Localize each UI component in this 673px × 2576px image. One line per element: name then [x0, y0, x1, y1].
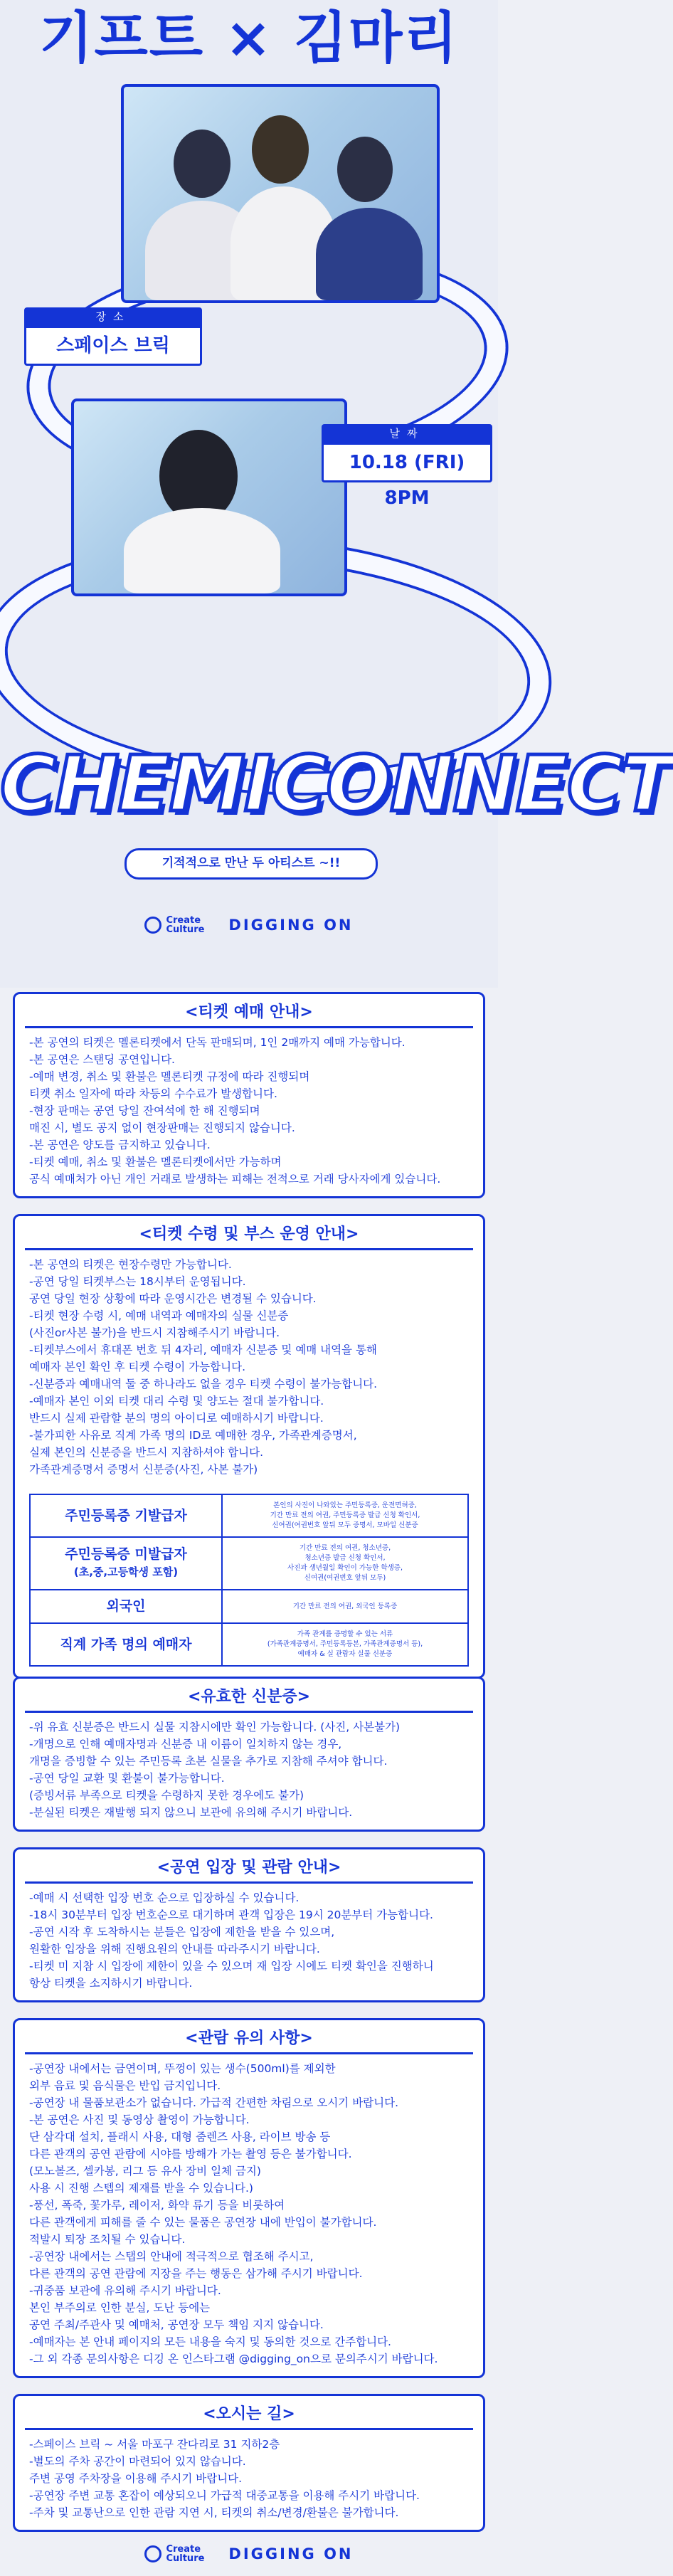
notice-line: -공연장 내에서는 스탭의 안내에 적극적으로 협조해 주시고, — [29, 2250, 314, 2263]
notice-line: (증빙서류 부족으로 티켓을 수령하지 못한 경우에도 불가) — [29, 1789, 304, 1802]
notice-line: -티켓 미 지참 시 입장에 제한이 있을 수 있으며 재 입장 시에도 티켓 확인을 진행하니 — [29, 1960, 434, 1973]
notice-line: -주차 및 교통난으로 인한 관람 지연 시, 티켓의 취소/변경/환불은 불가합니다. — [29, 2506, 399, 2519]
section-lines — [15, 2430, 483, 2530]
caution-section — [13, 2018, 485, 2378]
create-culture-logo — [144, 2545, 204, 2563]
logo-text-line: Culture — [166, 2553, 205, 2564]
id-section — [13, 1677, 485, 1832]
notice-line: 본인 부주의로 인한 분실, 도난 등에는 — [29, 2301, 211, 2314]
notice-line: -그 외 각종 문의사항은 디깅 온 인스타그램 @digging_on으로 문의주시기 바랍니다. — [29, 2353, 438, 2365]
poster-headline: CHEMICONNECT — [0, 740, 673, 829]
id-category — [30, 1537, 222, 1590]
id-category — [30, 1590, 222, 1623]
notice-line: -별도의 주차 공간이 마련되어 있지 않습니다. — [29, 2455, 246, 2468]
notice-line: -예매자는 본 안내 페이지의 모든 내용을 숙지 및 동의한 것으로 간주합니다. — [29, 2335, 391, 2348]
table-row — [30, 1494, 468, 1537]
notice-line: -본 공연의 티켓은 현장수령만 가능합니다. — [29, 1258, 232, 1271]
notice-line: -개명으로 인해 예매자명과 신분증 내 이름이 일치하지 않는 경우, — [29, 1738, 342, 1751]
id-table — [29, 1494, 469, 1667]
notice-line: 항상 티켓을 소지하시기 바랍니다. — [29, 1977, 193, 1990]
notice-line: -스페이스 브릭 ~ 서울 마포구 잔다리로 31 지하2층 — [29, 2438, 280, 2451]
id-description: 기간 만료 전의 여권, 청소년증, 청소년증 발급 신청 확인서, 사진과 생년월일 확인이 가능한 학생증, 신여권(여권번호 앞뒤 모두) — [222, 1537, 468, 1590]
circle-logo-icon — [144, 917, 161, 934]
spacer — [0, 1198, 498, 1214]
notice-line: 예매자 본인 확인 후 티켓 수령이 가능합니다. — [29, 1361, 246, 1373]
directions-section — [13, 2394, 485, 2532]
notice-line: -예매자 본인 이외 티켓 대리 수령 및 양도는 절대 불가합니다. — [29, 1395, 324, 1408]
notice-line: 티켓 취소 일자에 따라 차등의 수수료가 발생합니다. — [29, 1087, 277, 1100]
notice-line: 외부 음료 및 음식물은 반입 금지입니다. — [29, 2079, 221, 2092]
notice-line: -본 공연은 사진 및 동영상 촬영이 가능합니다. — [29, 2113, 250, 2126]
id-category-label: 직계 가족 명의 예매자 — [60, 1636, 192, 1652]
section-lines — [15, 1884, 483, 2000]
table-row — [30, 1623, 468, 1666]
section-lines — [15, 1713, 483, 1830]
notice-line: -예매 시 선택한 입장 번호 순으로 입장하실 수 있습니다. — [29, 1891, 300, 1904]
notice-line: 단 삼각대 설치, 플래시 사용, 대형 줌렌즈 사용, 라이브 방송 등 — [29, 2131, 331, 2143]
notice-line: 실제 본인의 신분증을 반드시 지참하셔야 합니다. — [29, 1446, 264, 1459]
poster-title: 기프트 × 김마리 — [39, 6, 459, 70]
notice-line: -공연 시작 후 도착하시는 분들은 입장에 제한을 받을 수 있으며, — [29, 1926, 335, 1938]
place-label: 장소 — [24, 307, 202, 326]
notice-line: -위 유효 신분증은 반드시 실물 지참시에만 확인 가능합니다. (사진, 사본불가) — [29, 1721, 401, 1733]
notice-line: -본 공연은 양도를 금지하고 있습니다. — [29, 1139, 211, 1151]
notice-line: -공연 당일 티켓부스는 18시부터 운영됩니다. — [29, 1275, 246, 1288]
section-title: <티켓 수령 및 부스 운영 안내> — [139, 1225, 359, 1243]
section-title: <유효한 신분증> — [187, 1688, 311, 1706]
notice-line: -현장 판매는 공연 당일 잔여석에 한 해 진행되며 — [29, 1104, 260, 1117]
booth-section — [13, 1214, 485, 1679]
notice-line: -공연장 주변 교통 혼잡이 예상되오니 가급적 대중교통을 이용해 주시기 바랍니다. — [29, 2489, 420, 2502]
notice-line: -불가피한 사유로 직계 가족 명의 ID로 예매한 경우, 가족관계증명서, — [29, 1429, 357, 1442]
notice-line: 반드시 실제 관람할 분의 명의 아이디로 예매하시기 바랍니다. — [29, 1412, 324, 1425]
notice-line: 공식 예매처가 아닌 개인 거래로 발생하는 피해는 전적으로 거래 당사자에게 있습니다. — [29, 1173, 441, 1186]
digging-on-logo: DIGGING ON — [228, 917, 354, 934]
create-culture-logo — [144, 916, 204, 934]
notice-line: 공연 주최/주관사 및 예매처, 공연장 모두 책임 지지 않습니다. — [29, 2318, 324, 2331]
event-poster — [0, 0, 673, 988]
table-row — [30, 1537, 468, 1590]
section-title: <티켓 예매 안내> — [185, 1003, 313, 1021]
ticket-section — [13, 992, 485, 1198]
id-category-label: 외국인 — [106, 1598, 146, 1614]
table-row — [30, 1590, 468, 1623]
notice-line: -귀중품 보관에 유의해 주시기 바랍니다. — [29, 2284, 221, 2297]
notice-line: 사용 시 진행 스텝의 제재를 받을 수 있습니다.) — [29, 2182, 253, 2195]
section-lines — [15, 1028, 483, 1196]
notice-line: 매진 시, 별도 공지 없이 현장판매는 진행되지 않습니다. — [29, 1121, 295, 1134]
logo-text-line: Create — [166, 2544, 201, 2555]
section-lines — [15, 2054, 483, 2376]
id-category-label: 주민등록증 기발급자 — [65, 1507, 187, 1524]
notice-line: 공연 당일 현장 상황에 따라 운영시간은 변경될 수 있습니다. — [29, 1292, 317, 1305]
notice-line: -티켓 예매, 취소 및 환불은 멜론티켓에서만 가능하며 — [29, 1156, 282, 1168]
id-category — [30, 1623, 222, 1666]
entry-section — [13, 1847, 485, 2002]
spacer — [0, 2378, 498, 2394]
notice-line: -본 공연의 티켓은 멜론티켓에서 단독 판매되며, 1인 2매까지 예매 가능합니다. — [29, 1036, 406, 1049]
artist-photo-gift — [121, 84, 440, 303]
notice-line: -공연장 내 물품보관소가 없습니다. 가급적 간편한 차림으로 오시기 바랍니다. — [29, 2096, 399, 2109]
notice-line: 주변 공영 주차장을 이용해 주시기 바랍니다. — [29, 2472, 243, 2485]
circle-logo-icon — [144, 2545, 161, 2562]
artist-photo-kimmari — [71, 398, 347, 596]
logo-text-line: Culture — [166, 924, 205, 935]
id-category-sub: (초,중,고등학생 포함) — [73, 1566, 179, 1578]
notice-line: -티켓 현장 수령 시, 예매 내역과 예매자의 실물 신분증 — [29, 1309, 289, 1322]
notice-line: -예매 변경, 취소 및 환불은 멜론티켓 규정에 따라 진행되며 — [29, 1070, 310, 1083]
notice-line: 원활한 입장을 위해 진행요원의 안내를 따라주시기 바랍니다. — [29, 1943, 320, 1955]
date-value: 10.18 (FRI) 8PM — [322, 443, 492, 482]
notice-line: -본 공연은 스탠딩 공연입니다. — [29, 1053, 175, 1066]
poster-logos — [0, 911, 498, 939]
spacer — [0, 2002, 498, 2018]
notice-line: 적발시 퇴장 조치될 수 있습니다. — [29, 2233, 186, 2246]
section-title: <오시는 길> — [203, 2405, 295, 2423]
digging-on-logo: DIGGING ON — [228, 2545, 354, 2562]
id-description: 본인의 사진이 나와있는 주민등록증, 운전면허증, 기간 만료 전의 여권, 주민등록증 발급 신청 확인서, 신여권(여권번호 앞뒤 모두 증명서, 모바일 신분증 — [222, 1494, 468, 1537]
notice-line: -신분증과 예매내역 둘 중 하나라도 없을 경우 티켓 수령이 불가능합니다. — [29, 1378, 378, 1390]
section-title: <공연 입장 및 관람 안내> — [157, 1859, 341, 1876]
notice-line: -18시 30분부터 입장 번호순으로 대기하며 관객 입장은 19시 20분부터 가능합니다. — [29, 1909, 433, 1921]
id-description: 기간 만료 전의 여권, 외국인 등록증 — [222, 1590, 468, 1623]
notice-line: (모노볼즈, 셀카봉, 리그 등 유사 장비 일체 금지) — [29, 2165, 261, 2178]
id-description: 가족 관계를 증명할 수 있는 서류 (가족관계증명서, 주민등록등본, 가족관계증명서 등), 예매자 & 실 관람자 실물 신분증 — [222, 1623, 468, 1666]
notice-line: 다른 관객에게 피해를 줄 수 있는 물품은 공연장 내에 반입이 불가합니다. — [29, 2216, 377, 2229]
section-lines — [15, 1250, 483, 1487]
logo-text-line: Create — [166, 915, 201, 926]
notice-line: -티켓부스에서 휴대폰 번호 뒤 4자리, 예매자 신분증 및 예매 내역을 통해 — [29, 1344, 377, 1356]
place-value: 스페이스 브릭 — [24, 326, 202, 366]
id-category-label: 주민등록증 미발급자 — [65, 1546, 187, 1562]
footer-logos — [0, 2532, 498, 2576]
section-title: <관람 유의 사항> — [185, 2029, 313, 2047]
date-label: 날짜 — [322, 424, 492, 443]
id-category — [30, 1494, 222, 1537]
notice-line: -공연장 내에서는 금연이며, 뚜껑이 있는 생수(500ml)를 제외한 — [29, 2062, 336, 2075]
notice-line: 가족관계증명서 증명서 신분증(사진, 사본 불가) — [29, 1463, 258, 1476]
notice-line: 다른 관객의 공연 관람에 지장을 주는 행동은 삼가해 주시기 바랍니다. — [29, 2267, 363, 2280]
notice-line: -공연 당일 교환 및 환불이 불가능합니다. — [29, 1772, 225, 1785]
notice-line: 개명을 증빙할 수 있는 주민등록 초본 실물을 추가로 지참해 주셔야 합니다. — [29, 1755, 388, 1768]
notice-line: 다른 관객의 공연 관람에 시야를 방해가 가는 촬영 등은 불가합니다. — [29, 2148, 352, 2160]
notice-line: (사진or사본 불가)을 반드시 지참해주시기 바랍니다. — [29, 1326, 280, 1339]
notice-line: -분실된 티켓은 재발행 되지 않으니 보관에 유의해 주시기 바랍니다. — [29, 1806, 353, 1819]
spacer — [0, 1832, 498, 1847]
notice-line: -풍선, 폭죽, 꽃가루, 레이저, 화약 류기 등을 비롯하여 — [29, 2199, 285, 2212]
poster-tagline: 기적적으로 만난 두 아티스트 ~!! — [124, 848, 378, 880]
